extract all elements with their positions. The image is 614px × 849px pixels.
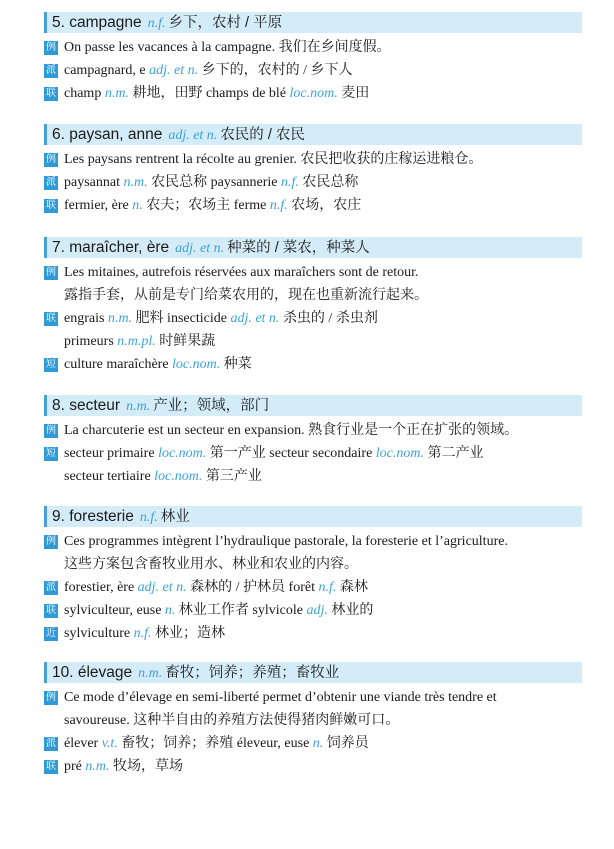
line-text: 肥料 insecticide [132,311,231,326]
line-text: secteur tertiaire [64,469,155,484]
part-of-speech: adj. et n. [175,241,225,256]
entry-line [44,576,582,599]
line-text: 乡下的，农村的 / 乡下人 [198,63,353,78]
grammar-tag: adj. [306,603,328,618]
line-type-badge: 派 [46,738,56,749]
line-type-badge: 联 [46,200,56,211]
grammar-tag: n.f. [269,198,288,213]
vocab-entry [44,395,582,488]
entry-heading [44,506,582,527]
entry-line [44,284,582,307]
line-text: 露指手套，从前是专门给菜农用的，现在也重新流行起来。 [64,288,428,303]
line-text: Les mitaines, autrefois réservées aux maraîchers sont de retour. [64,265,419,280]
entry-line [44,59,582,82]
entry-line [44,465,582,488]
grammar-tag: n. [164,603,176,618]
part-of-speech: n.f. [139,510,158,525]
chinese-definition: 乡下，农村 / 平原 [168,15,283,31]
entry-heading [44,395,582,416]
headword: 10. élevage [52,664,133,681]
grammar-tag: loc.nom. [172,357,221,372]
grammar-tag: n.f. [133,626,152,641]
part-of-speech: adj. et n. [168,128,218,143]
entry-line [44,686,582,709]
entry-line [44,307,582,330]
line-type-badge: 例 [46,154,56,165]
line-type-badge: 联 [46,605,56,616]
line-text: 森林 [336,580,368,595]
vocab-entry [44,662,582,778]
line-text: engrais [64,311,108,326]
grammar-tag: v.t. [101,736,118,751]
entry-heading [44,237,582,258]
grammar-tag: n. [312,736,324,751]
grammar-tag: adj. et n. [230,311,280,326]
grammar-tag: n.m. [123,175,148,190]
entry-line [44,709,582,732]
line-text: champ [64,86,105,101]
chinese-definition: 农民的 / 农民 [220,127,305,143]
line-text: 农民总称 paysannerie [147,175,281,190]
line-text: 林业工作者 sylvicole [175,603,307,618]
grammar-tag: loc.nom. [375,446,424,461]
headword: 6. paysan, anne [52,126,163,143]
line-text: 林业的 [327,603,374,618]
line-text: sylviculture [64,626,134,641]
line-text: 林业；造林 [151,626,225,641]
entry-line [44,622,582,645]
line-type-badge: 例 [46,425,56,436]
line-text: 麦田 [337,86,370,101]
line-text: sylviculteur, euse [64,603,165,618]
line-type-badge: 近 [46,628,56,639]
line-text: fermier, ère [64,198,133,213]
grammar-tag: n.m. [104,86,129,101]
line-type-badge: 例 [46,536,56,547]
grammar-tag: n.f. [280,175,299,190]
line-text: 第三产业 [202,469,262,484]
line-text: 畜牧；饲养；养殖 éleveur, euse [117,736,313,751]
entry-line [44,553,582,576]
line-text: primeurs [64,334,118,349]
grammar-tag: adj. et n. [149,63,199,78]
line-type-badge: 派 [46,65,56,76]
line-text: 杀虫的 / 杀虫剂 [279,311,378,326]
line-type-badge: 短 [46,359,56,370]
grammar-tag: n.m. [85,759,110,774]
grammar-tag: loc.nom. [154,469,203,484]
entry-line [44,755,582,778]
entry-line [44,330,582,353]
line-type-badge: 联 [46,88,56,99]
entry-line [44,36,582,59]
line-text: 耕地，田野 champs de blé [128,86,290,101]
entry-line [44,353,582,376]
grammar-tag: n. [132,198,143,213]
line-text: 牧场，草场 [109,759,184,774]
chinese-definition: 林业 [160,509,190,525]
grammar-tag: loc.nom. [158,446,207,461]
line-text: 农场，农庄 [287,198,362,213]
entry-heading [44,12,582,33]
line-text: 这些方案包含畜牧业用水、林业和农业的内容。 [64,557,358,572]
headword: 7. maraîcher, ère [52,239,170,256]
line-type-badge: 联 [46,313,56,324]
line-text: La charcuterie est un secteur en expansion. 熟食行业是一个正在扩张的领域。 [64,423,519,438]
line-text: On passe les vacances à la campagne. 我们在乡间度假。 [64,40,391,55]
line-type-badge: 例 [46,42,56,53]
line-text: 时鲜果蔬 [155,334,216,349]
line-text: 种菜 [220,357,252,372]
entry-line [44,194,582,217]
vocab-entry [44,506,582,645]
line-type-badge: 短 [46,448,56,459]
line-text: 第一产业 secteur secondaire [206,446,376,461]
line-text: 饲养员 [323,736,369,751]
line-text: Ces programmes intègrent l’hydraulique pastorale, la foresterie et l’agriculture. [64,534,508,549]
part-of-speech: n.f. [147,16,166,31]
entry-line [44,599,582,622]
vocab-entry [44,12,582,105]
line-text: Les paysans rentrent la récolte au grenier. 农民把收获的庄稼运进粮仓。 [64,152,483,167]
headword: 8. secteur [52,397,121,414]
entry-line [44,419,582,442]
line-type-badge: 派 [46,177,56,188]
chinese-definition: 产业；领域，部门 [153,398,270,414]
entry-line [44,82,582,105]
line-type-badge: 例 [46,267,56,278]
grammar-tag: n.m. [107,311,133,326]
vocab-entry [44,124,582,217]
vocab-entry [44,237,582,376]
entry-line [44,261,582,284]
line-text: élever [64,736,102,751]
headword: 5. campagne [52,14,142,31]
line-text: Ce mode d’élevage en semi-liberté permet d’obtenir une viande très tendre et [64,690,497,705]
grammar-tag: n.f. [318,580,337,595]
line-type-badge: 派 [46,582,56,593]
entry-line [44,530,582,553]
entry-heading [44,124,582,145]
line-text: 农夫；农场主 ferme [142,198,270,213]
line-type-badge: 例 [46,692,56,703]
line-type-badge: 联 [46,761,56,772]
line-text: 农民总称 [298,175,359,190]
line-text: forestier, ère [64,580,138,595]
entry-line [44,148,582,171]
entry-line [44,442,582,465]
line-text: secteur primaire [64,446,159,461]
line-text: savoureuse. 这种半自由的养殖方法使得猪肉鲜嫩可口。 [64,713,400,728]
line-text: 森林的 / 护林员 forêt [186,580,319,595]
entry-line [44,732,582,755]
part-of-speech: n.m. [138,666,163,681]
chinese-definition: 畜牧；饲养；养殖；畜牧业 [165,665,340,681]
line-text: campagnard, e [64,63,150,78]
grammar-tag: n.m.pl. [117,334,156,349]
part-of-speech: n.m. [126,399,151,414]
grammar-tag: adj. et n. [137,580,187,595]
line-text: paysannat [64,175,124,190]
line-text: culture maraîchère [64,357,173,372]
line-text: pré [64,759,86,774]
entry-heading [44,662,582,683]
grammar-tag: loc.nom. [289,86,338,101]
line-text: 第二产业 [424,446,484,461]
entry-line [44,171,582,194]
headword: 9. foresterie [52,508,134,525]
chinese-definition: 种菜的 / 菜农，种菜人 [227,240,370,256]
